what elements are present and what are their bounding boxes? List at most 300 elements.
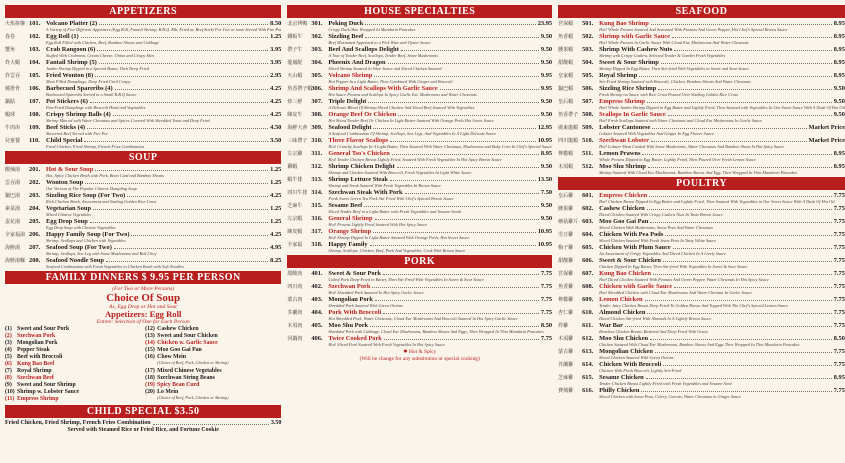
item-number: 107. <box>29 98 41 105</box>
item-chinese-name: 左宗蝦 <box>287 217 303 222</box>
item-number: 203. <box>29 192 41 199</box>
item-name: Shrimp Chicken Delight <box>328 163 395 170</box>
item-price: 7.75 <box>833 244 845 251</box>
item-description: Hot! Lobster Meat Cooked With Snow Mushrooms, Water Chestnuts And Bamboo Shoot In Hot Spicy Sauce <box>599 144 785 150</box>
family-dinner-grid <box>5 326 281 403</box>
family-item <box>5 326 141 333</box>
item-chinese-name: 雞蝦 <box>287 165 298 170</box>
item-description: An Assortment of Crispy Vegetables And Diced Chicken In A Lively Sauce <box>599 251 727 257</box>
item-number: 604. <box>582 231 594 238</box>
item-chinese-name: 燒排骨 <box>5 87 21 92</box>
item-price: 7.50 <box>540 189 553 196</box>
item-chinese-name: 檸檬蝦 <box>558 152 574 157</box>
soup-header: SOUP <box>5 151 281 164</box>
item-price: 9.50 <box>833 111 845 118</box>
item-number: 309. <box>311 124 323 131</box>
leader-dots <box>85 183 268 184</box>
item-description: Hot Sliced Tender Beef Or Chicken In Light Batter Sauteed With Orange Peels Hot Sweet Sauce <box>328 118 494 124</box>
item-name: Shrimp With Cashew Nuts <box>599 46 673 53</box>
family-item-name: Szechwan Pork <box>17 333 56 339</box>
leader-dots <box>373 232 536 233</box>
family-item-name: Pepper Steak <box>17 347 50 353</box>
item-number: 104. <box>29 59 41 66</box>
item-name: Triple Delight <box>328 98 367 105</box>
item-description: Hot! Chicken Breast Dipped In Egg Batter and Lightly Fried, Then Sauteed With Vegetables in Our Sweet Sauce With A Dash Of Hot Oil <box>599 199 835 205</box>
item-price: 9.50 <box>833 98 845 105</box>
item-chinese-name: 雲吞湯 <box>5 181 21 186</box>
item-price: 10.95 <box>537 228 553 235</box>
leader-dots <box>368 102 539 103</box>
item-name: Cashew Chicken <box>599 205 645 212</box>
leader-dots <box>127 196 268 197</box>
family-item-number: (4) <box>5 347 12 353</box>
item-description: Shrimp, Scallops, Sea Leg with Snow Mushrooms and Bok Choy <box>46 251 157 257</box>
leader-dots <box>84 141 268 142</box>
item-number: 206. <box>29 231 41 238</box>
item-name: Scallops In Garlic Sauce <box>599 111 666 118</box>
family-item-note: (Choice of Beef, Pork, Chicken or Shrimp) <box>157 395 229 400</box>
item-number: 317. <box>311 228 323 235</box>
item-price: 3.95 <box>270 59 282 66</box>
item-number: 406. <box>311 335 323 342</box>
family-item <box>5 368 141 375</box>
item-price: 3.95 <box>270 46 282 53</box>
item-chinese-name: 全家福湯 <box>5 233 26 238</box>
family-item-number: (15) <box>145 347 155 353</box>
item-description: Shrimp and Steak Sauteed With Fresh Vegetables In Brown Sauce <box>328 183 442 189</box>
poultry-header: POULTRY <box>558 177 845 190</box>
item-chinese-name: 鍋巴湯 <box>5 194 21 199</box>
family-item <box>145 340 281 347</box>
item-chinese-name: 海鮮大會 <box>287 126 308 131</box>
item-price: 9.50 <box>540 59 553 66</box>
item-chinese-name: 四川龍蝦 <box>558 139 579 144</box>
item-name: Lobster Cantonese <box>599 124 651 131</box>
item-name: Child Special <box>46 137 83 144</box>
item-description: Stuffed With Crabmeat, Cream Cheese, Onion and Crispy Skin <box>46 53 154 59</box>
item-description: Skewered Beef Served with Fire Pot <box>46 131 108 137</box>
item-chinese-name: 皇后蝦 <box>558 100 574 105</box>
item-description: Sliced Chicken Sauteed With Green Onions <box>599 355 674 361</box>
item-description: Hot! Crunchy Scallops In A Light Batter, Then Sauteed With Water Chestnuts, Mushrooms and Baby Corn In Chef's Special Sauce <box>328 144 553 150</box>
item-price: Market Price <box>808 124 845 131</box>
item-chinese-name: 甜酸蝦 <box>558 61 574 66</box>
item-number: 512. <box>582 163 594 170</box>
item-description: Sliced Tender Beef in a Light Batter with Fresh Vegetables and Sesame Seeds <box>328 209 462 215</box>
item-description: Crispy Duck Skin Wrapped In Mandarin Pancakes <box>328 27 416 33</box>
family-item-note: (Choice of Beef, Pork, Chicken or Shrimp) <box>157 360 229 365</box>
item-description: Hot! Fresh Scallops Sauteed with Water Chestnuts and Cloud Ear Mushrooms In Garlic Sauce <box>599 118 763 124</box>
item-number: 607. <box>582 270 594 277</box>
item-chinese-name: 火焰拼盤 <box>5 22 26 27</box>
item-name: Phoenix And Dragon <box>328 59 386 66</box>
item-price: 3.50 <box>270 137 282 144</box>
item-number: 101. <box>29 20 41 27</box>
menu-item <box>287 20 552 28</box>
column-right <box>558 4 845 459</box>
item-name: Peking Duck <box>328 20 364 27</box>
item-price: 7.75 <box>540 335 553 342</box>
item-name: Mongolian Chicken <box>599 348 653 355</box>
item-chinese-name: 木須雞 <box>558 337 574 342</box>
item-number: 616. <box>582 387 594 394</box>
item-number: 204. <box>29 205 41 212</box>
item-number: 612. <box>582 335 594 342</box>
item-number: 608. <box>582 283 594 290</box>
leader-dots <box>639 76 831 77</box>
item-number: 502. <box>582 33 594 40</box>
item-description: Beef Marinated Appetized to a Pick Wine and Oyster Sauce <box>328 40 431 46</box>
item-number: 501. <box>582 20 594 27</box>
item-number: 609. <box>582 296 594 303</box>
leader-dots <box>652 128 806 129</box>
item-number: 611. <box>582 322 593 329</box>
item-price: 2.95 <box>270 72 282 79</box>
item-number: 602. <box>582 205 594 212</box>
item-name: General Shrimp <box>328 215 373 222</box>
leader-dots <box>647 313 831 314</box>
family-item <box>5 333 141 340</box>
item-description: Stir-Fried Shrimp Sauteed with Broccoli, Chicken, Bamboo Shoots And Water Chestnuts <box>599 79 751 85</box>
leader-dots <box>99 63 268 64</box>
item-number: 603. <box>582 218 594 225</box>
item-name: Szechwan Lobster <box>599 137 649 144</box>
family-item <box>5 389 141 396</box>
item-number: 312. <box>311 163 323 170</box>
family-item-number: (9) <box>5 382 12 388</box>
appetizers-list <box>5 20 281 150</box>
child-special-header: CHILD SPECIAL $3.50 <box>5 405 281 418</box>
leader-dots <box>648 167 832 168</box>
item-price: 4.50 <box>270 124 282 131</box>
family-item-name: Chicken w. Garlic Sauce <box>157 340 218 346</box>
item-number: 401. <box>311 270 323 277</box>
item-price: 9.50 <box>833 85 845 92</box>
leader-dots <box>373 128 535 129</box>
family-item-number: (18) <box>145 375 155 381</box>
family-item-number: (3) <box>5 340 12 346</box>
item-description: Hot! Whole Prawns Sauteed And Seasoned With Peanuts And Green Pepper, Hot Chef's Special Brown Sauce <box>599 27 788 33</box>
item-number: 207. <box>29 244 41 251</box>
item-number: 318. <box>311 241 323 248</box>
item-number: 102. <box>29 33 41 40</box>
item-price: 8.50 <box>540 322 553 329</box>
leader-dots <box>95 170 268 171</box>
item-price: 4.25 <box>270 98 282 105</box>
item-description: Tender Juicy Chicken Breast Deep Fried To Golden Brown And Topped With The Chef's Special Lemon Sauce <box>599 303 788 309</box>
family-item-number: (20) <box>145 389 155 395</box>
item-description: Egg Roll Filled with Chicken, Beef, Bamboo Shoots and Cabbage <box>46 40 160 46</box>
leader-dots <box>645 300 832 301</box>
leader-dots <box>649 196 832 197</box>
item-price: 10.95 <box>537 137 553 144</box>
leader-dots <box>661 63 832 64</box>
leader-dots <box>655 352 832 353</box>
family-item-number: (17) <box>145 368 155 374</box>
item-description: Diced Chicken Stir-fried With Almonds In A Lightly Brown Sauce <box>599 316 712 322</box>
item-chinese-name: 宮保蝦 <box>558 22 574 27</box>
leader-dots <box>673 248 832 249</box>
item-number: 314. <box>311 189 323 196</box>
item-name: Sesame Chicken <box>599 374 644 381</box>
item-price: 7.75 <box>540 270 553 277</box>
leader-dots <box>642 154 831 155</box>
leader-dots <box>651 24 832 25</box>
item-name: Three Flavor Scallops <box>328 137 389 144</box>
leader-dots <box>90 102 268 103</box>
item-name: Moo Shu Chicken <box>599 335 649 342</box>
item-chinese-name: 蒙古肉 <box>287 298 303 303</box>
item-description: Hot! Whole Prawns In Garlic Sauce With Cloud Ear, Mushrooms And Water Chestnuts <box>599 40 749 46</box>
pork-header: PORK <box>287 255 552 268</box>
family-item-name: Moo Goo Gai Pan <box>157 347 202 353</box>
item-name: Pot Stickers (6) <box>46 98 88 105</box>
item-price: 7.75 <box>833 361 845 368</box>
item-description: Chicken Sauteed With Cloud Ear Mushrooms, Bamboo Shoots And Eggs Then Wrapped In Thin Mandarin Pancakes <box>599 342 800 348</box>
item-chinese-name: 海鮮湯 <box>5 246 21 251</box>
item-price: 9.50 <box>540 111 553 118</box>
family-item-number: (11) <box>5 396 15 402</box>
leader-dots <box>650 222 831 223</box>
item-description: Hot Sauce Prawns and Scallops In Spicy Garlic Ext. Mushrooms and Water Chestnuts <box>328 92 477 98</box>
item-name: Chicken With Broccoli <box>599 361 662 368</box>
item-chinese-name: 春卷 <box>5 35 16 40</box>
leader-dots <box>647 102 832 103</box>
item-description: Meat Filled Dumplings, Deep Fried Until Crispy <box>46 79 131 85</box>
menu-item <box>287 296 552 304</box>
item-description: Shredded Pork Sauteed With Green Onions <box>328 303 403 309</box>
leader-dots <box>365 24 535 25</box>
item-price: 8.95 <box>833 46 845 53</box>
item-price: 4.25 <box>270 85 282 92</box>
item-description: Sliced Shrimp Sauteed In Wine Sauce and Sliced Chicken Sauteed <box>328 66 442 72</box>
family-item <box>5 361 141 368</box>
item-number: 405. <box>311 322 323 329</box>
item-description: Diced Chicken Sauteed With Crispy Cashew Nuts In Taste Brown Sauce <box>599 212 723 218</box>
substitution-note: (Will be change for any substitution or special cooking) <box>359 356 480 362</box>
item-price: 7.75 <box>833 322 845 329</box>
item-price: 9.50 <box>540 163 553 170</box>
item-number: 108. <box>29 111 41 118</box>
item-name: Chicken With Plum Sauce <box>599 244 671 251</box>
item-number: 606. <box>582 257 594 264</box>
hot-spicy-legend <box>287 349 552 355</box>
item-number: 510. <box>582 137 594 144</box>
item-number: 504. <box>582 59 594 66</box>
item-number: 503. <box>582 46 594 53</box>
item-chinese-name: 魚香蝦 <box>558 35 574 40</box>
leader-dots <box>668 115 832 116</box>
leader-dots <box>97 50 268 51</box>
item-number: 305. <box>311 72 323 79</box>
item-name: Hot & Sour Soup <box>46 166 94 173</box>
item-price: 8.95 <box>833 20 845 27</box>
item-name: Happy Family <box>328 241 368 248</box>
item-description: Hot! Shredded Pork Sauteed In Hot Spicy Garlic Sauce <box>328 290 424 296</box>
item-chinese-name: 陳皮牛 <box>287 113 303 118</box>
item-price: 1.25 <box>270 218 282 225</box>
item-number: 307. <box>311 98 323 105</box>
family-item <box>5 396 141 403</box>
item-chinese-name: 杏仁雞 <box>558 311 574 316</box>
leader-dots <box>440 89 539 90</box>
item-chinese-name: 北京烤鴨 <box>287 22 308 27</box>
house-specialties-list <box>287 20 552 254</box>
family-soup-note: As, Egg Drop or Hot and Sour <box>109 304 178 310</box>
item-name: General Tso's Chicken <box>328 150 390 157</box>
item-chinese-name: 回鍋肉 <box>287 337 303 342</box>
item-name: Egg Roll (1) <box>46 33 79 40</box>
item-name: Beef Sticks (4) <box>46 124 86 131</box>
item-description: Hot! Shrimp Dipped In Light Batter Sauteed With Orange Peels, Hot Sweet Sauce <box>328 235 470 241</box>
item-chinese-name: 陳皮蝦 <box>287 230 303 235</box>
item-price: 8.50 <box>833 335 845 342</box>
family-item-name: Szechwan Beef <box>17 375 54 381</box>
child-special-text: Fried Chicken, Fried Shrimp, French Fries Combination <box>5 420 151 426</box>
item-description: Hot! Prawns Lightly Fried Sauteed With Hot Spicy Sauce <box>328 222 428 228</box>
item-price: 7.75 <box>833 283 845 290</box>
leader-dots <box>370 326 539 327</box>
item-number: 302. <box>311 33 323 40</box>
item-price: 7.75 <box>833 270 845 277</box>
item-chinese-name: 鍋貼 <box>5 100 16 105</box>
item-price: 4.25 <box>270 231 282 238</box>
item-price: 1.25 <box>270 33 282 40</box>
seafood-list <box>558 20 845 176</box>
family-item-name: Empress Shrimp <box>17 396 59 402</box>
item-description: Chicken With Fresh Broccoli, Lightly Stir-Fried <box>599 368 682 374</box>
item-description: Rich Chicken Broth, Assortment and Sizzling Golden Rice Crust <box>46 199 157 205</box>
column-left <box>5 4 281 459</box>
item-price: 8.50 <box>270 20 282 27</box>
item-chinese-name: 全家福 <box>287 243 303 248</box>
item-chinese-name: 蟹角 <box>5 48 16 53</box>
item-description: Hot! Whole Jumbo Shrimp Dipped in Egg Batter and Lightly Fried, Then Sauteed with Vegetables In Our Sweet Sauce With A Dash Of Hot Oil <box>599 105 845 111</box>
appetizers-header: APPETIZERS <box>5 5 281 18</box>
item-price: 4.25 <box>270 111 282 118</box>
leader-dots <box>658 89 831 90</box>
item-number: 505. <box>582 72 594 79</box>
item-description: A Tour of Tender Beef, Scallops, Tender Beef, Snow Mushrooms <box>328 53 438 59</box>
item-chinese-name: 鍋巴蝦 <box>558 87 574 92</box>
item-number: 403. <box>311 296 323 303</box>
item-chinese-name: 炸雞 <box>558 324 569 329</box>
leader-dots <box>641 391 831 392</box>
family-soup-heading: Choice Of Soup <box>106 292 181 304</box>
item-price: 8.25 <box>270 257 282 264</box>
family-item <box>145 326 281 333</box>
item-number: 508. <box>582 111 594 118</box>
item-name: Sesame Beef <box>328 202 363 209</box>
item-number: 109. <box>29 124 41 131</box>
item-description: Shrimp, Scallops, Chicken, Beef, Pork And Vegetables, Cook With Brown Sauce <box>328 248 466 254</box>
item-description: Tender Chicken Breast Lightly Fried with Fresh Vegetables and Sesame Seed <box>599 381 732 387</box>
item-price: 7.75 <box>833 387 845 394</box>
item-price: 4.95 <box>270 244 282 251</box>
item-number: 601. <box>582 192 594 199</box>
item-chinese-name: 牛肉串 <box>5 126 21 131</box>
item-name: Crispy Shrimp Balls (4) <box>46 111 111 118</box>
item-name: Volcano Shrimp <box>328 72 373 79</box>
item-price: 8.95 <box>833 163 845 170</box>
leader-dots <box>625 326 832 327</box>
item-chinese-name: 帶子牛 <box>287 48 303 53</box>
item-number: 103. <box>29 46 41 53</box>
item-price: 9.50 <box>540 202 553 209</box>
item-chinese-name: 腰果蝦 <box>558 48 574 53</box>
family-item-name: Lo Mein <box>157 389 179 395</box>
item-description: Fried Chicken, Fried Shrimp, French Fries Combination <box>46 144 144 150</box>
family-item <box>5 340 141 347</box>
item-chinese-name: 炸大蝦 <box>5 61 21 66</box>
item-name: Beef And Scallops Delight <box>328 46 399 53</box>
item-name: Chicken with Garlic Sauce <box>599 283 673 290</box>
item-name: Kung Bao Chicken <box>599 270 651 277</box>
item-name: Sweet & Sour Pork <box>328 270 381 277</box>
leader-dots <box>663 261 832 262</box>
item-description: Whole Prawns Dipped in Egg Batter, Lightly Fried, Then Poured Over Fresh Lemon Sauce <box>599 157 756 163</box>
item-price: 4.25 <box>270 192 282 199</box>
column-middle <box>287 4 552 459</box>
item-description: Mixed Chinese Vegetables <box>46 212 92 218</box>
family-item-number: (14) <box>145 340 155 346</box>
item-chinese-name: 火山蝦 <box>287 74 303 79</box>
family-dinners-header: FAMILY DINNERS $ 9.95 PER PERSON <box>5 271 281 284</box>
item-name: Sizzling Rice Shrimp <box>599 85 657 92</box>
item-description: A Delicate Blend Of Shrimp Sliced Chicken And Sliced Beef Sauteed With Vegetables <box>328 105 475 111</box>
family-item <box>145 347 281 354</box>
family-item <box>5 382 141 389</box>
leader-dots <box>388 63 539 64</box>
item-name: Volcano Platter (2) <box>46 20 98 27</box>
item-description: A Variety of Five Different Appetizers (Egg Roll, Fantail Shrimp, B.B.Q. Rib, Fried ar, Beef Stick) For Two or more Served With Fire Pot <box>46 27 282 33</box>
item-chinese-name: 木須肉 <box>287 324 303 329</box>
item-name: Chicken With Pea Pods <box>599 231 664 238</box>
item-name: Royal Shrimp <box>599 72 638 79</box>
leader-dots <box>398 115 539 116</box>
hot-pepper-icon: ✹ <box>403 349 408 355</box>
leader-dots <box>81 37 268 38</box>
item-chinese-name: 宮保雞 <box>558 272 574 277</box>
item-name: Kung Bao Shrimp <box>599 20 649 27</box>
item-description: Hot! Tender Chicken Breast Lightly Fried, Sauteed With Fresh Vegetables In Hot Spicy Brown Sauce <box>328 157 502 163</box>
item-price: Market Price <box>808 137 845 144</box>
item-chinese-name: 芥蘭肉 <box>287 311 303 316</box>
pork-list <box>287 270 552 348</box>
house-specialties-header: HOUSE SPECIALTIES <box>287 5 552 18</box>
leader-dots <box>384 339 539 340</box>
family-item <box>5 375 141 382</box>
item-name: Sweet & Sour Chicken <box>599 257 661 264</box>
family-item-number: (6) <box>5 361 12 367</box>
item-price: 9.95 <box>540 72 553 79</box>
item-description: Barbecued Spareribs Served in a Small B.B.Q Sauce <box>46 92 137 98</box>
item-price: 23.95 <box>537 20 553 27</box>
item-price: 7.75 <box>833 296 845 303</box>
item-chinese-name: 皇后雞 <box>558 194 574 199</box>
leader-dots <box>90 222 268 223</box>
item-name: Orange Beef Or Chicken <box>328 111 397 118</box>
item-chinese-name: 芥蘭雞 <box>558 363 574 368</box>
family-appetizer-heading: Appetizers: Egg Roll <box>104 309 182 319</box>
item-name: Sizzling Rice Soup (For Two) <box>46 192 126 199</box>
child-special-serving-note: Served with Steamed Rice or Fried Rice, and Fortune Cookie <box>67 427 219 433</box>
leader-dots <box>650 339 832 340</box>
item-price: 7.75 <box>540 283 553 290</box>
item-name: Sizzling Beef <box>328 33 364 40</box>
item-description: Shrimp Minced with Water Chestnuts and Spices Covered With Shredded Toast and Deep Fried <box>46 118 210 124</box>
item-name: Happy Family Soup (For Two) <box>46 231 130 238</box>
